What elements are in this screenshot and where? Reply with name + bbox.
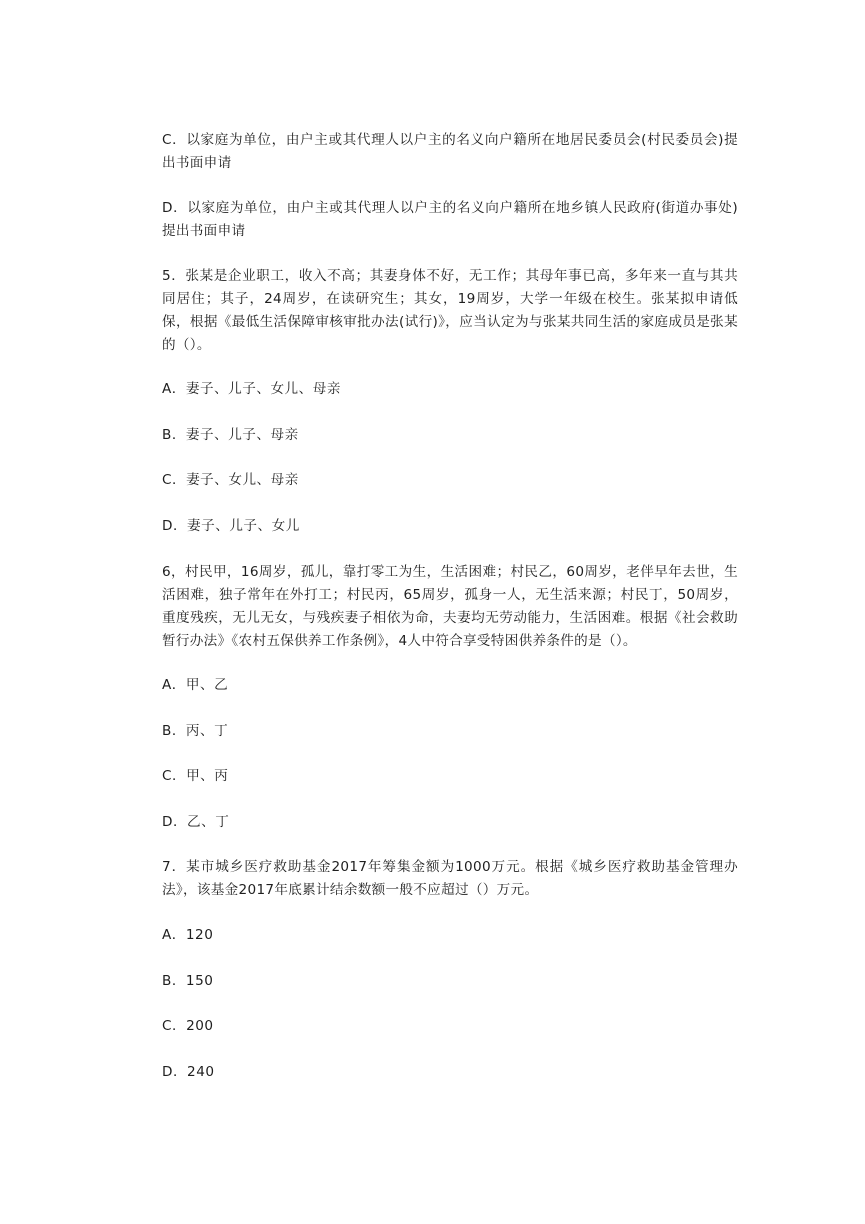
question-6-option-a: A．甲、乙 bbox=[162, 677, 229, 693]
prev-question-option-d: D．以家庭为单位，由户主或其代理人以户主的名义向户籍所在地乡镇人民政府(街道办事处)提出书面申请 bbox=[162, 200, 738, 239]
question-5-option-c: C．妻子、女儿、母亲 bbox=[162, 472, 299, 488]
question-6-stem: 6，村民甲，16周岁，孤儿，靠打零工为生，生活困难；村民乙，60周岁，老伴早年去世，生活困难，独子常年在外打工；村民丙，65周岁，孤身一人，无生活来源；村民丁，50周岁，重度残疾，无儿无女，与残疾妻子相依为命，夫妻均无劳动能力，生活困难。根据《社会救助暂行办法》《农村五保供养工作条例》，4人中符合享受特困供养条件的是（）。 bbox=[162, 564, 738, 649]
question-6-option-d: D．乙、丁 bbox=[162, 814, 230, 830]
question-7-option-a: A．120 bbox=[162, 927, 214, 943]
question-5-stem: 5．张某是企业职工，收入不高；其妻身体不好，无工作；其母年事已高，多年来一直与其共同居住；其子，24周岁，在读研究生；其女，19周岁，大学一年级在校生。张某拟申请低保，根据《最低生活保障审核审批办法(试行)》，应当认定为与张某共同生活的家庭成员是张某的（）。 bbox=[162, 268, 738, 353]
question-6-option-c: C．甲、丙 bbox=[162, 768, 229, 784]
question-7-option-b: B．150 bbox=[162, 973, 214, 989]
question-6-option-b: B．丙、丁 bbox=[162, 723, 229, 739]
question-5-option-d: D．妻子、儿子、女儿 bbox=[162, 518, 300, 534]
question-7-stem: 7．某市城乡医疗救助基金2017年筹集金额为1000万元。根据《城乡医疗救助基金管理办法》，该基金2017年底累计结余数额一般不应超过（）万元。 bbox=[162, 859, 738, 898]
prev-question-option-c: C．以家庭为单位，由户主或其代理人以户主的名义向户籍所在地居民委员会(村民委员会)提出书面申请 bbox=[162, 132, 738, 171]
question-7-option-c: C．200 bbox=[162, 1018, 214, 1034]
question-5-option-b: B．妻子、儿子、母亲 bbox=[162, 427, 299, 443]
question-5-option-a: A．妻子、儿子、女儿、母亲 bbox=[162, 381, 341, 397]
question-7-option-d: D．240 bbox=[162, 1064, 215, 1080]
